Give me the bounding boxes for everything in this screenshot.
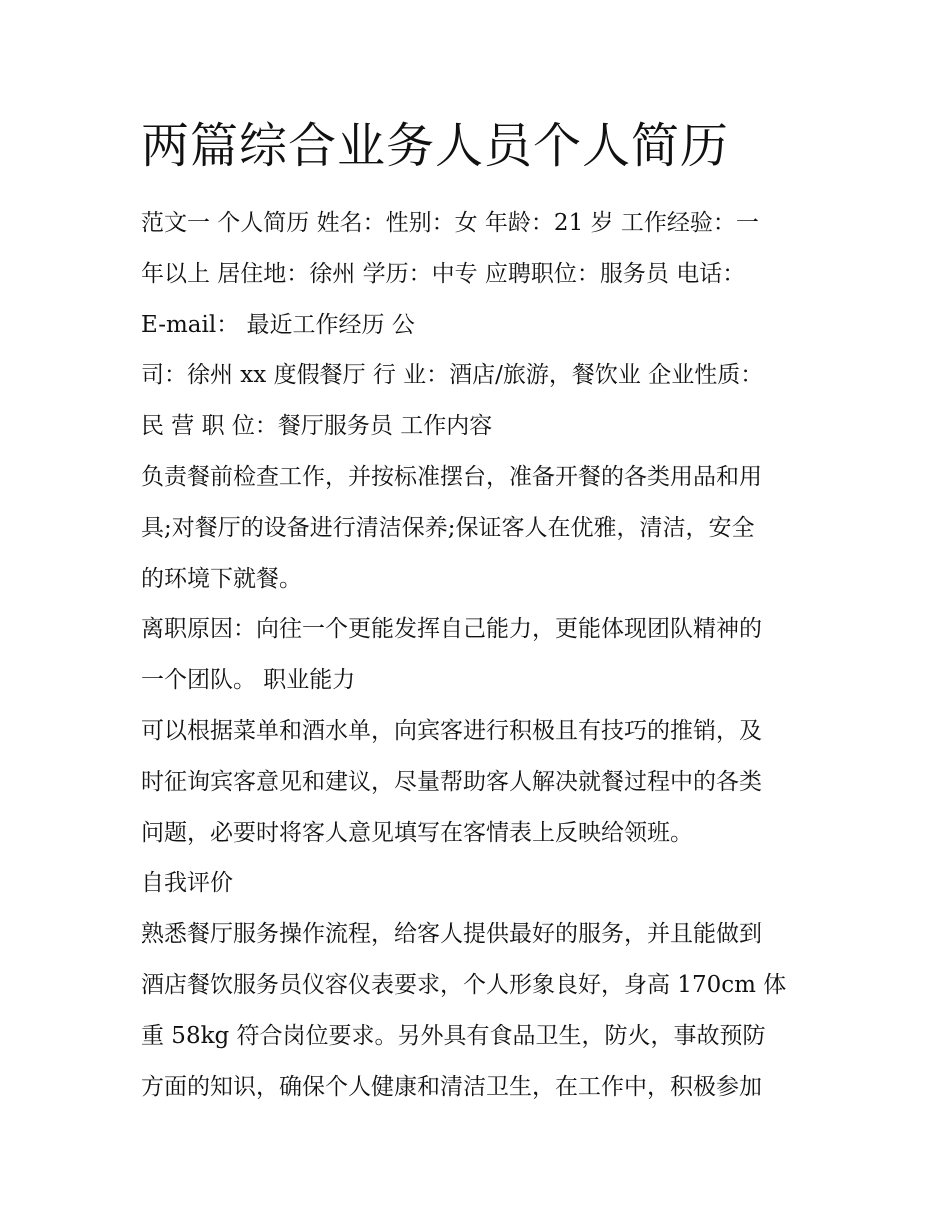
text-line: 问题，必要时将客人意见填写在客情表上反映给领班。 — [141, 819, 693, 846]
text-line: 离职原因：向往一个更能发挥自己能力，更能体现团队精神的 — [141, 616, 762, 643]
text-line: 范文一 个人简历 姓名：性别：女 年龄：21 岁 工作经验：一 — [141, 210, 759, 236]
text-line: 可以根据菜单和酒水单，向宾客进行积极且有技巧的推销，及 — [141, 717, 762, 744]
text-line: 熟悉餐厅服务操作流程，给客人提供最好的服务，并且能做到 — [141, 921, 762, 948]
text-line: 具;对餐厅的设备进行清洁保养;保证客人在优雅，清洁，安全 — [141, 514, 755, 541]
text-line: 重 58kg 符合岗位要求。另外具有食品卫生，防火，事故预防 — [141, 1022, 766, 1049]
text-line: 负责餐前检查工作，并按标准摆台，准备开餐的各类用品和用 — [141, 463, 762, 490]
text-line: 司：徐州 xx 度假餐厅 行 业：酒店/旅游，餐饮业 企业性质： — [141, 362, 764, 389]
text-line: 时征询宾客意见和建议，尽量帮助客人解决就餐过程中的各类 — [141, 768, 762, 795]
document-title: 两篇综合业务人员个人简历 — [141, 118, 730, 174]
text-line: 民 营 职 位：餐厅服务员 工作内容 — [141, 413, 493, 440]
text-line: 一个团队。 职业能力 — [141, 667, 356, 694]
text-line: 酒店餐饮服务员仪容仪表要求，个人形象良好，身高 170cm 体 — [141, 971, 787, 998]
text-line: 方面的知识，确保个人健康和清洁卫生，在工作中，积极参加 — [141, 1073, 762, 1100]
text-line: 的环境下就餐。 — [141, 565, 302, 592]
text-line: 年以上 居住地：徐州 学历：中专 应聘职位：服务员 电话： — [141, 260, 746, 287]
document-body — [141, 198, 821, 1112]
text-line: E-mail： 最近工作经历 公 — [141, 311, 415, 338]
text-line: 自我评价 — [141, 870, 233, 897]
